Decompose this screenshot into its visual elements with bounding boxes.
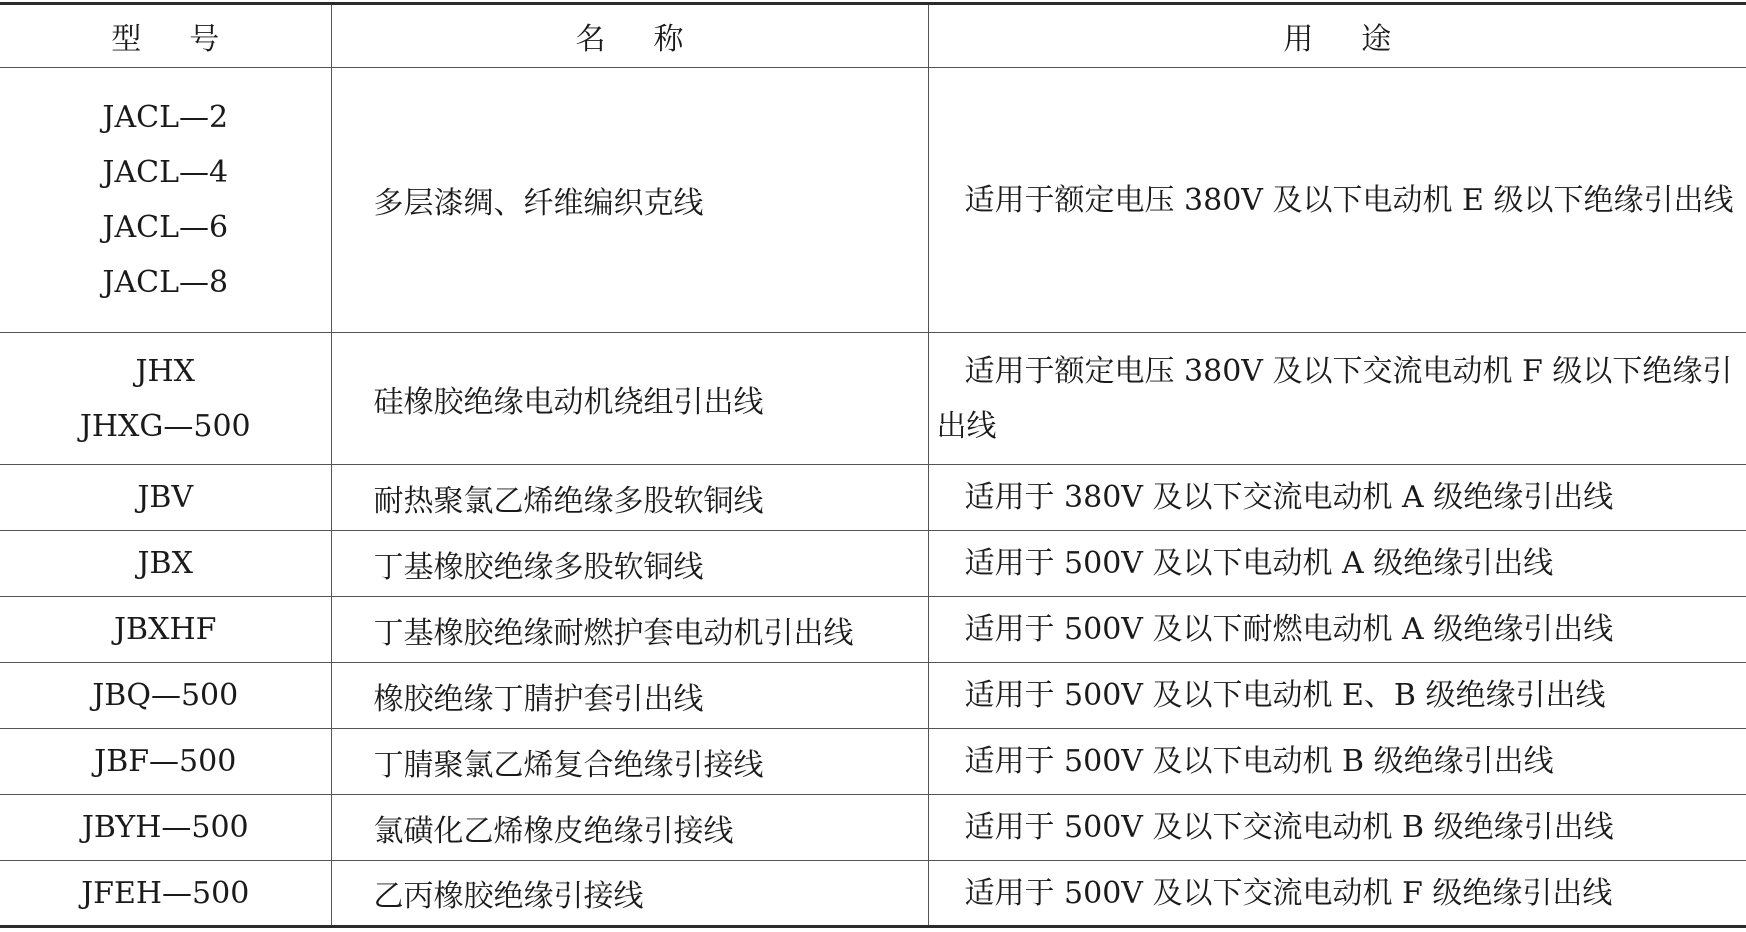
model-text: JHXG—500: [79, 408, 251, 444]
use-cell: 适用于额定电压 380V 及以下交流电动机 F 级以下绝缘引出线: [928, 333, 1746, 465]
table-row: [0, 597, 1746, 663]
model-text: JACL—2: [102, 100, 229, 135]
header-model: 型号: [0, 4, 331, 68]
name-cell: 乙丙橡胶绝缘引接线: [331, 861, 928, 927]
table-row: [0, 729, 1746, 795]
use-cell: 适用于 500V 及以下交流电动机 F 级绝缘引出线: [928, 861, 1746, 927]
use-cell: 适用于 500V 及以下电动机 B 级绝缘引出线: [928, 729, 1746, 795]
model-cell: JBQ—500: [0, 663, 331, 729]
model-text: JACL—4: [102, 155, 229, 190]
model-cell: JBXHF: [0, 597, 331, 663]
use-cell: 适用于 500V 及以下耐燃电动机 A 级绝缘引出线: [928, 597, 1746, 663]
table-header-row: [0, 4, 1746, 68]
model-text: JACL—6: [102, 210, 229, 245]
model-cell: JBV: [0, 465, 331, 531]
model-text: JHX: [135, 353, 196, 389]
use-cell: 适用于 380V 及以下交流电动机 A 级绝缘引出线: [928, 465, 1746, 531]
table-row: [0, 465, 1746, 531]
model-text: JACL—8: [102, 265, 229, 300]
table-row: [0, 531, 1746, 597]
model-cell: JBYH—500: [0, 795, 331, 861]
table-row: [0, 861, 1746, 927]
table-row: [0, 663, 1746, 729]
use-cell: 适用于 500V 及以下电动机 E、B 级绝缘引出线: [928, 663, 1746, 729]
model-cell: JBX: [0, 531, 331, 597]
lead-wire-table: [0, 2, 1746, 928]
model-cell: JFEH—500: [0, 861, 331, 927]
name-cell: 丁腈聚氯乙烯复合绝缘引接线: [331, 729, 928, 795]
name-cell: 氯磺化乙烯橡皮绝缘引接线: [331, 795, 928, 861]
name-cell: 丁基橡胶绝缘耐燃护套电动机引出线: [331, 597, 928, 663]
name-cell: 多层漆绸、纤维编织克线: [331, 68, 928, 333]
name-cell: 橡胶绝缘丁腈护套引出线: [331, 663, 928, 729]
table-row: [0, 795, 1746, 861]
model-cell: [0, 333, 331, 465]
table-row: [0, 333, 1746, 465]
use-cell: 适用于 500V 及以下电动机 A 级绝缘引出线: [928, 531, 1746, 597]
use-cell: 适用于额定电压 380V 及以下电动机 E 级以下绝缘引出线: [928, 68, 1746, 333]
header-name: 名称: [331, 4, 928, 68]
name-cell: 硅橡胶绝缘电动机绕组引出线: [331, 333, 928, 465]
table-row: [0, 68, 1746, 333]
use-cell: 适用于 500V 及以下交流电动机 B 级绝缘引出线: [928, 795, 1746, 861]
header-use: 用途: [928, 4, 1746, 68]
model-cell: JBF—500: [0, 729, 331, 795]
name-cell: 耐热聚氯乙烯绝缘多股软铜线: [331, 465, 928, 531]
model-cell: [0, 68, 331, 333]
name-cell: 丁基橡胶绝缘多股软铜线: [331, 531, 928, 597]
